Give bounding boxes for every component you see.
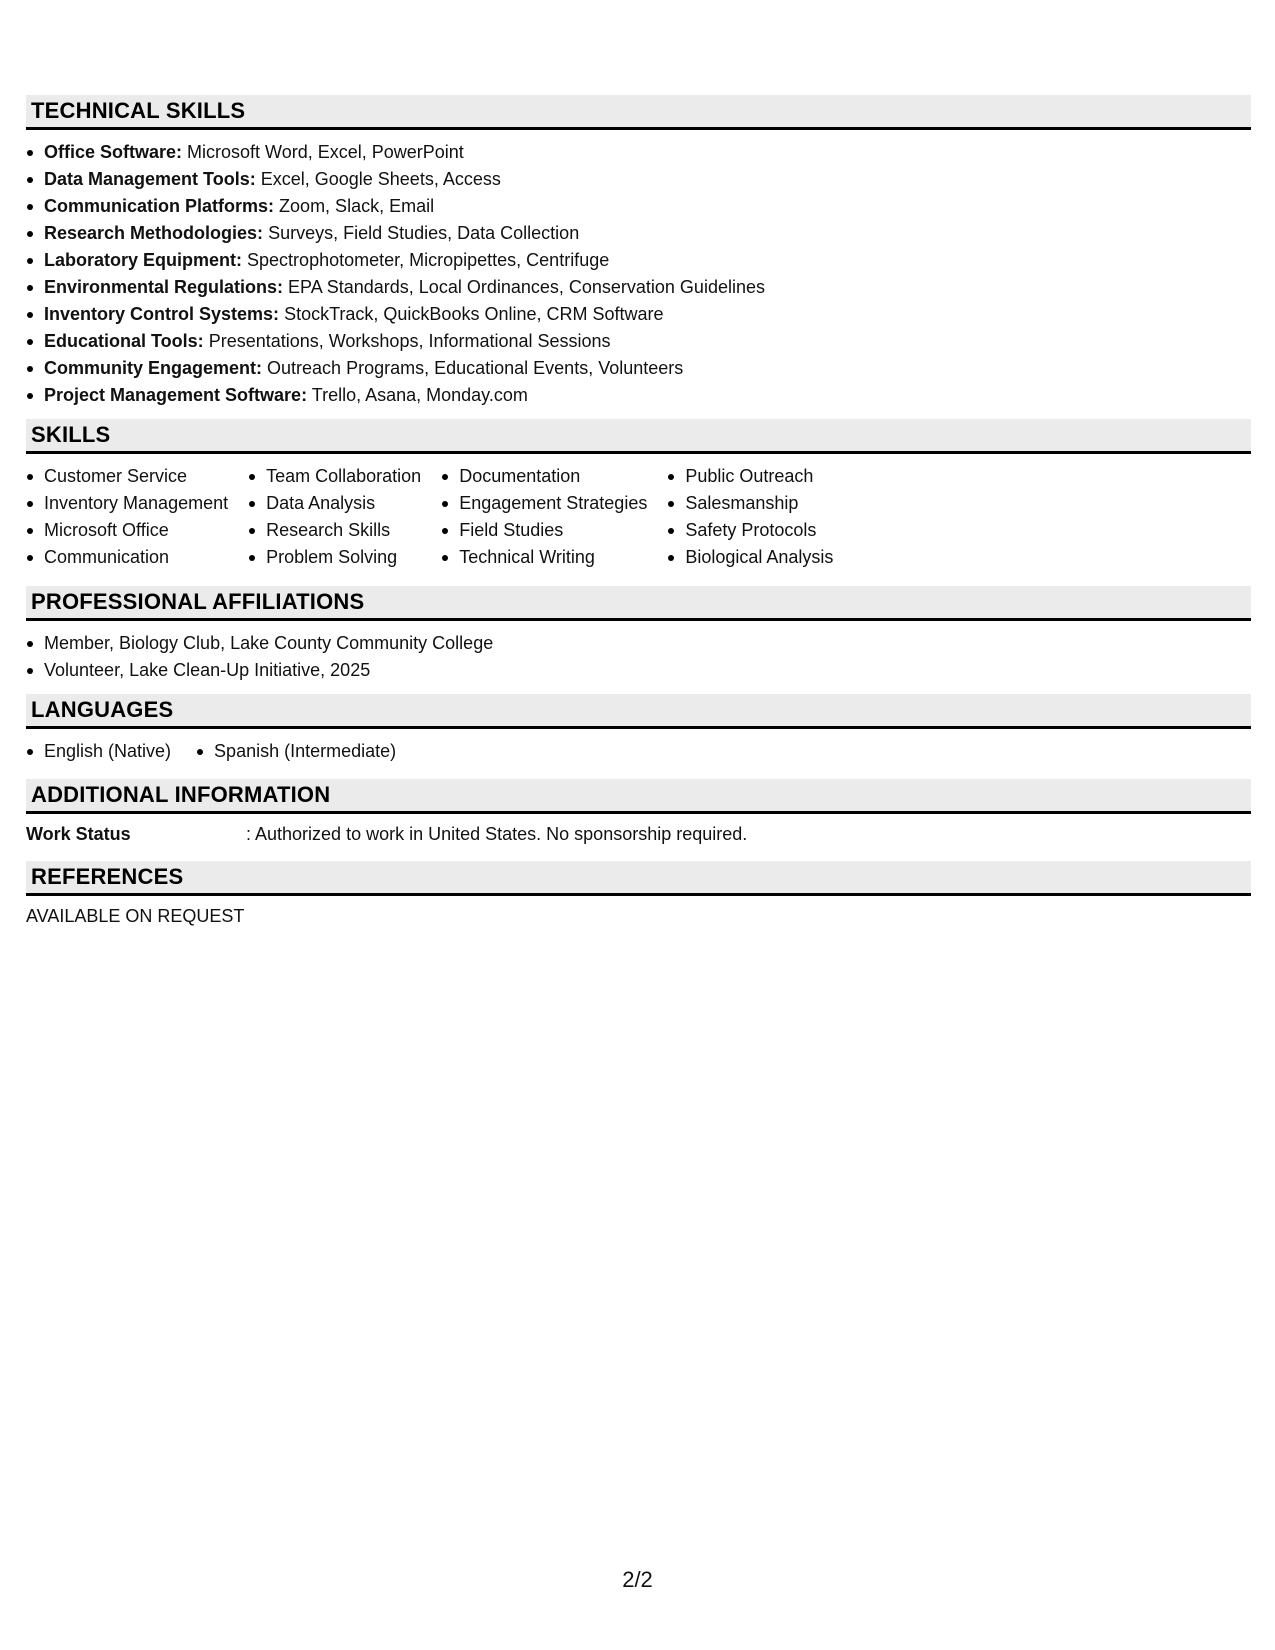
list-item <box>26 382 1251 409</box>
list-item: Biological Analysis <box>667 544 833 571</box>
item-value: Presentations, Workshops, Informational Sessions <box>208 331 611 351</box>
languages-list <box>26 729 1251 779</box>
work-status-value: : Authorized to work in United States. No sponsorship required. <box>246 824 748 844</box>
references-heading: REFERENCES <box>31 864 184 889</box>
list-item <box>26 274 1251 301</box>
list-item <box>26 220 1251 247</box>
list-item <box>26 247 1251 274</box>
list-item: Research Skills <box>248 517 421 544</box>
list-item: Microsoft Office <box>26 517 228 544</box>
item-value: Microsoft Word, Excel, PowerPoint <box>187 142 464 162</box>
work-status-label: Work Status <box>26 824 131 844</box>
section-header <box>26 419 1251 454</box>
item-label: Project Management Software: <box>44 385 308 405</box>
list-item: Volunteer, Lake Clean-Up Initiative, 2025 <box>26 657 1251 684</box>
list-item: Salesmanship <box>667 490 833 517</box>
languages-heading: LANGUAGES <box>31 697 174 722</box>
languages-section <box>26 694 1251 779</box>
technical-skills-heading: TECHNICAL SKILLS <box>31 98 246 123</box>
additional-info-heading: ADDITIONAL INFORMATION <box>31 782 331 807</box>
list-item: Public Outreach <box>667 463 833 490</box>
item-value: Spectrophotometer, Micropipettes, Centrifuge <box>247 250 610 270</box>
section-header <box>26 779 1251 814</box>
item-label: Inventory Control Systems: <box>44 304 280 324</box>
list-item <box>26 139 1251 166</box>
skills-column <box>26 463 228 571</box>
item-label: Data Management Tools: <box>44 169 256 189</box>
technical-skills-list <box>26 130 1251 419</box>
references-section <box>26 861 1251 930</box>
list-item: Inventory Management <box>26 490 228 517</box>
item-value: Zoom, Slack, Email <box>279 196 435 216</box>
section-header <box>26 95 1251 130</box>
list-item: Technical Writing <box>441 544 647 571</box>
work-status-row <box>26 814 1251 861</box>
list-item: Engagement Strategies <box>441 490 647 517</box>
list-item <box>26 355 1251 382</box>
item-label: Research Methodologies: <box>44 223 264 243</box>
resume-page <box>26 95 1251 930</box>
item-value: StockTrack, QuickBooks Online, CRM Software <box>284 304 664 324</box>
list-item <box>26 193 1251 220</box>
section-header <box>26 694 1251 729</box>
list-item <box>26 328 1251 355</box>
technical-skills-section <box>26 95 1251 419</box>
references-text: AVAILABLE ON REQUEST <box>26 906 245 926</box>
list-item <box>26 166 1251 193</box>
list-item: English (Native) <box>26 738 171 765</box>
list-item: Team Collaboration <box>248 463 421 490</box>
skills-column <box>441 463 647 571</box>
skills-grid <box>26 454 1251 586</box>
list-item: Spanish (Intermediate) <box>196 738 396 765</box>
list-item: Communication <box>26 544 228 571</box>
skills-column <box>667 463 833 571</box>
page-number: 2/2 <box>622 1567 653 1592</box>
section-header <box>26 586 1251 621</box>
list-item: Safety Protocols <box>667 517 833 544</box>
list-item: Documentation <box>441 463 647 490</box>
item-label: Office Software: <box>44 142 183 162</box>
list-item: Data Analysis <box>248 490 421 517</box>
skills-section <box>26 419 1251 586</box>
item-value: Excel, Google Sheets, Access <box>260 169 501 189</box>
item-label: Laboratory Equipment: <box>44 250 243 270</box>
list-item <box>26 301 1251 328</box>
list-item: Problem Solving <box>248 544 421 571</box>
affiliations-heading: PROFESSIONAL AFFILIATIONS <box>31 589 365 614</box>
item-value: EPA Standards, Local Ordinances, Conservation Guidelines <box>288 277 765 297</box>
affiliations-list <box>26 621 1251 694</box>
item-value: Trello, Asana, Monday.com <box>311 385 528 405</box>
item-label: Environmental Regulations: <box>44 277 284 297</box>
list-item: Customer Service <box>26 463 228 490</box>
skills-heading: SKILLS <box>31 422 111 447</box>
item-value: Outreach Programs, Educational Events, Volunteers <box>267 358 684 378</box>
skills-column <box>248 463 421 571</box>
additional-info-section <box>26 779 1251 861</box>
item-label: Communication Platforms: <box>44 196 275 216</box>
item-label: Community Engagement: <box>44 358 263 378</box>
list-item: Member, Biology Club, Lake County Community College <box>26 630 1251 657</box>
affiliations-section <box>26 586 1251 694</box>
section-header <box>26 861 1251 896</box>
list-item: Field Studies <box>441 517 647 544</box>
item-label: Educational Tools: <box>44 331 204 351</box>
item-value: Surveys, Field Studies, Data Collection <box>268 223 580 243</box>
